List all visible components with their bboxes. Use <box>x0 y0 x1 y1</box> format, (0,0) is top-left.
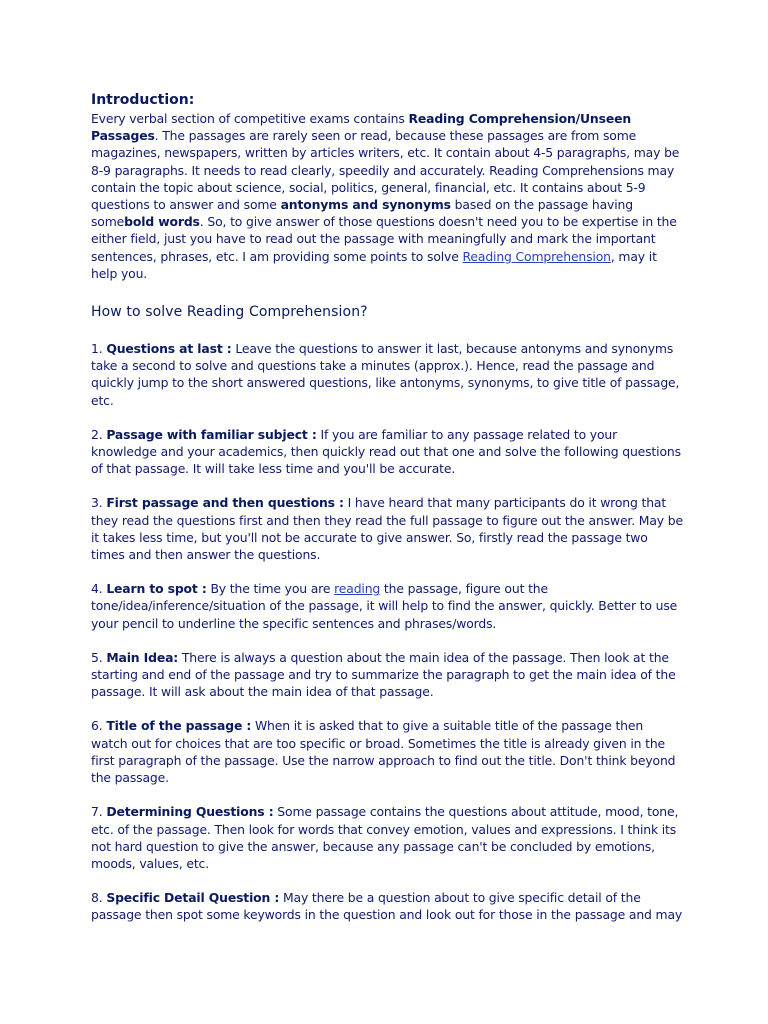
point-body: Leave the questions to answer it last, because antonyms and synonyms take a second to solve and questions take a minutes (approx.). Hence, read the passage and quickly jump to the short answered questions, like antonyms, synonyms, to give title of passage, etc. <box>91 341 680 408</box>
reading-comprehension-link[interactable]: Reading Comprehension <box>462 248 611 264</box>
point-body: There is always a question about the main idea of the passage. Then look at the starting and end of the passage and try to summarize the paragraph to get the main idea of the passage. It will ask about the main idea of that passage. <box>91 649 676 700</box>
intro-bold-1: Reading Comprehension/Unseen Passages <box>91 111 632 144</box>
point-number: 7. <box>91 804 107 820</box>
point-body: May there be a question about to give specific detail of the passage then spot some keywords in the question and look out for those in the passage and may <box>91 890 683 923</box>
point-body: When it is asked that to give a suitable title of the passage then watch out for choices that are too specific or broad. Sometimes the title is already given in the first paragraph of the passage. Use the narrow approach to find out the title. Don't think beyond the passage. <box>91 718 676 786</box>
point-3 <box>91 494 683 563</box>
point-8 <box>91 889 683 923</box>
point-number: 3. <box>91 495 107 511</box>
point-number: 5. <box>91 649 107 665</box>
point-body: Some passage contains the questions about attitude, mood, tone, etc. of the passage. Then look for words that convey emotion, values and expressions. I think its not hard question to give the answer, because any passage can't be concluded by emotions, moods, values, etc. <box>91 804 679 871</box>
point-title: Main Idea: <box>106 649 179 665</box>
section-heading: How to solve Reading Comprehension? <box>91 304 368 321</box>
intro-bold-2: antonyms and synonyms <box>280 197 451 213</box>
point-title: Questions at last : <box>106 341 232 357</box>
reading-link[interactable]: reading <box>334 581 381 597</box>
point-number: 2. <box>91 426 107 442</box>
point-pre-text: By the time you are <box>206 581 335 597</box>
point-number: 8. <box>91 890 107 906</box>
point-body: the passage, figure out the tone/idea/inference/situation of the passage, it will help to find the answer, quickly. Better to use your pencil to underline the specific sentences and phrases/words. <box>91 581 678 631</box>
intro-bold-3: bold words <box>124 214 200 230</box>
point-title: Passage with familiar subject : <box>106 426 317 442</box>
point-5 <box>91 649 683 701</box>
introduction-heading: Introduction: <box>91 92 195 108</box>
point-body: If you are familiar to any passage related to your knowledge and your academics, then quickly read out that one and solve the following questions of that passage. It will take less time and you'll be accurate. <box>91 426 681 477</box>
point-number: 1. <box>91 341 107 357</box>
point-number: 4. <box>91 581 107 597</box>
intro-text-1: Every verbal section of competitive exams contains <box>91 111 409 126</box>
point-2 <box>91 426 683 478</box>
intro-text-5: , may it help you. <box>91 248 657 281</box>
point-title: Determining Questions : <box>106 804 274 820</box>
point-6 <box>91 717 683 786</box>
point-7 <box>91 803 683 872</box>
intro-text-2: . The passages are rarely seen or read, because these passages are from some magazines, newspapers, written by articles writers, etc. It contain about 4-5 paragraphs, may be 8-9 paragraphs. It needs to read clearly, speedily and accurately. Reading Comprehensions may contain the topic about science, social, politics, general, financial, etc. It contains about 5-9 questions to answer and some <box>91 128 680 213</box>
point-title: Title of the passage : <box>106 718 252 734</box>
point-number: 6. <box>91 718 107 734</box>
intro-text-4: . So, to give answer of those questions doesn't need you to be expertise in the either field, just you have to read out the passage with meaningfully and mark the important sentences, phrases, etc. I am providing some points to solve <box>91 214 677 264</box>
point-title: Specific Detail Question : <box>106 890 280 906</box>
point-title: Learn to spot : <box>106 581 207 597</box>
point-4 <box>91 580 683 632</box>
point-title: First passage and then questions : <box>106 495 344 511</box>
intro-text-3: based on the passage having some <box>91 197 633 230</box>
point-body: I have heard that many participants do it wrong that they read the questions first and then they read the full passage to figure out the answer. May be it takes less time, but you'll not be accurate to give answer. So, firstly read the passage two times and then answer the questions. <box>91 495 683 563</box>
document-page <box>91 90 683 941</box>
point-1 <box>91 340 683 409</box>
introduction-paragraph <box>91 110 683 282</box>
